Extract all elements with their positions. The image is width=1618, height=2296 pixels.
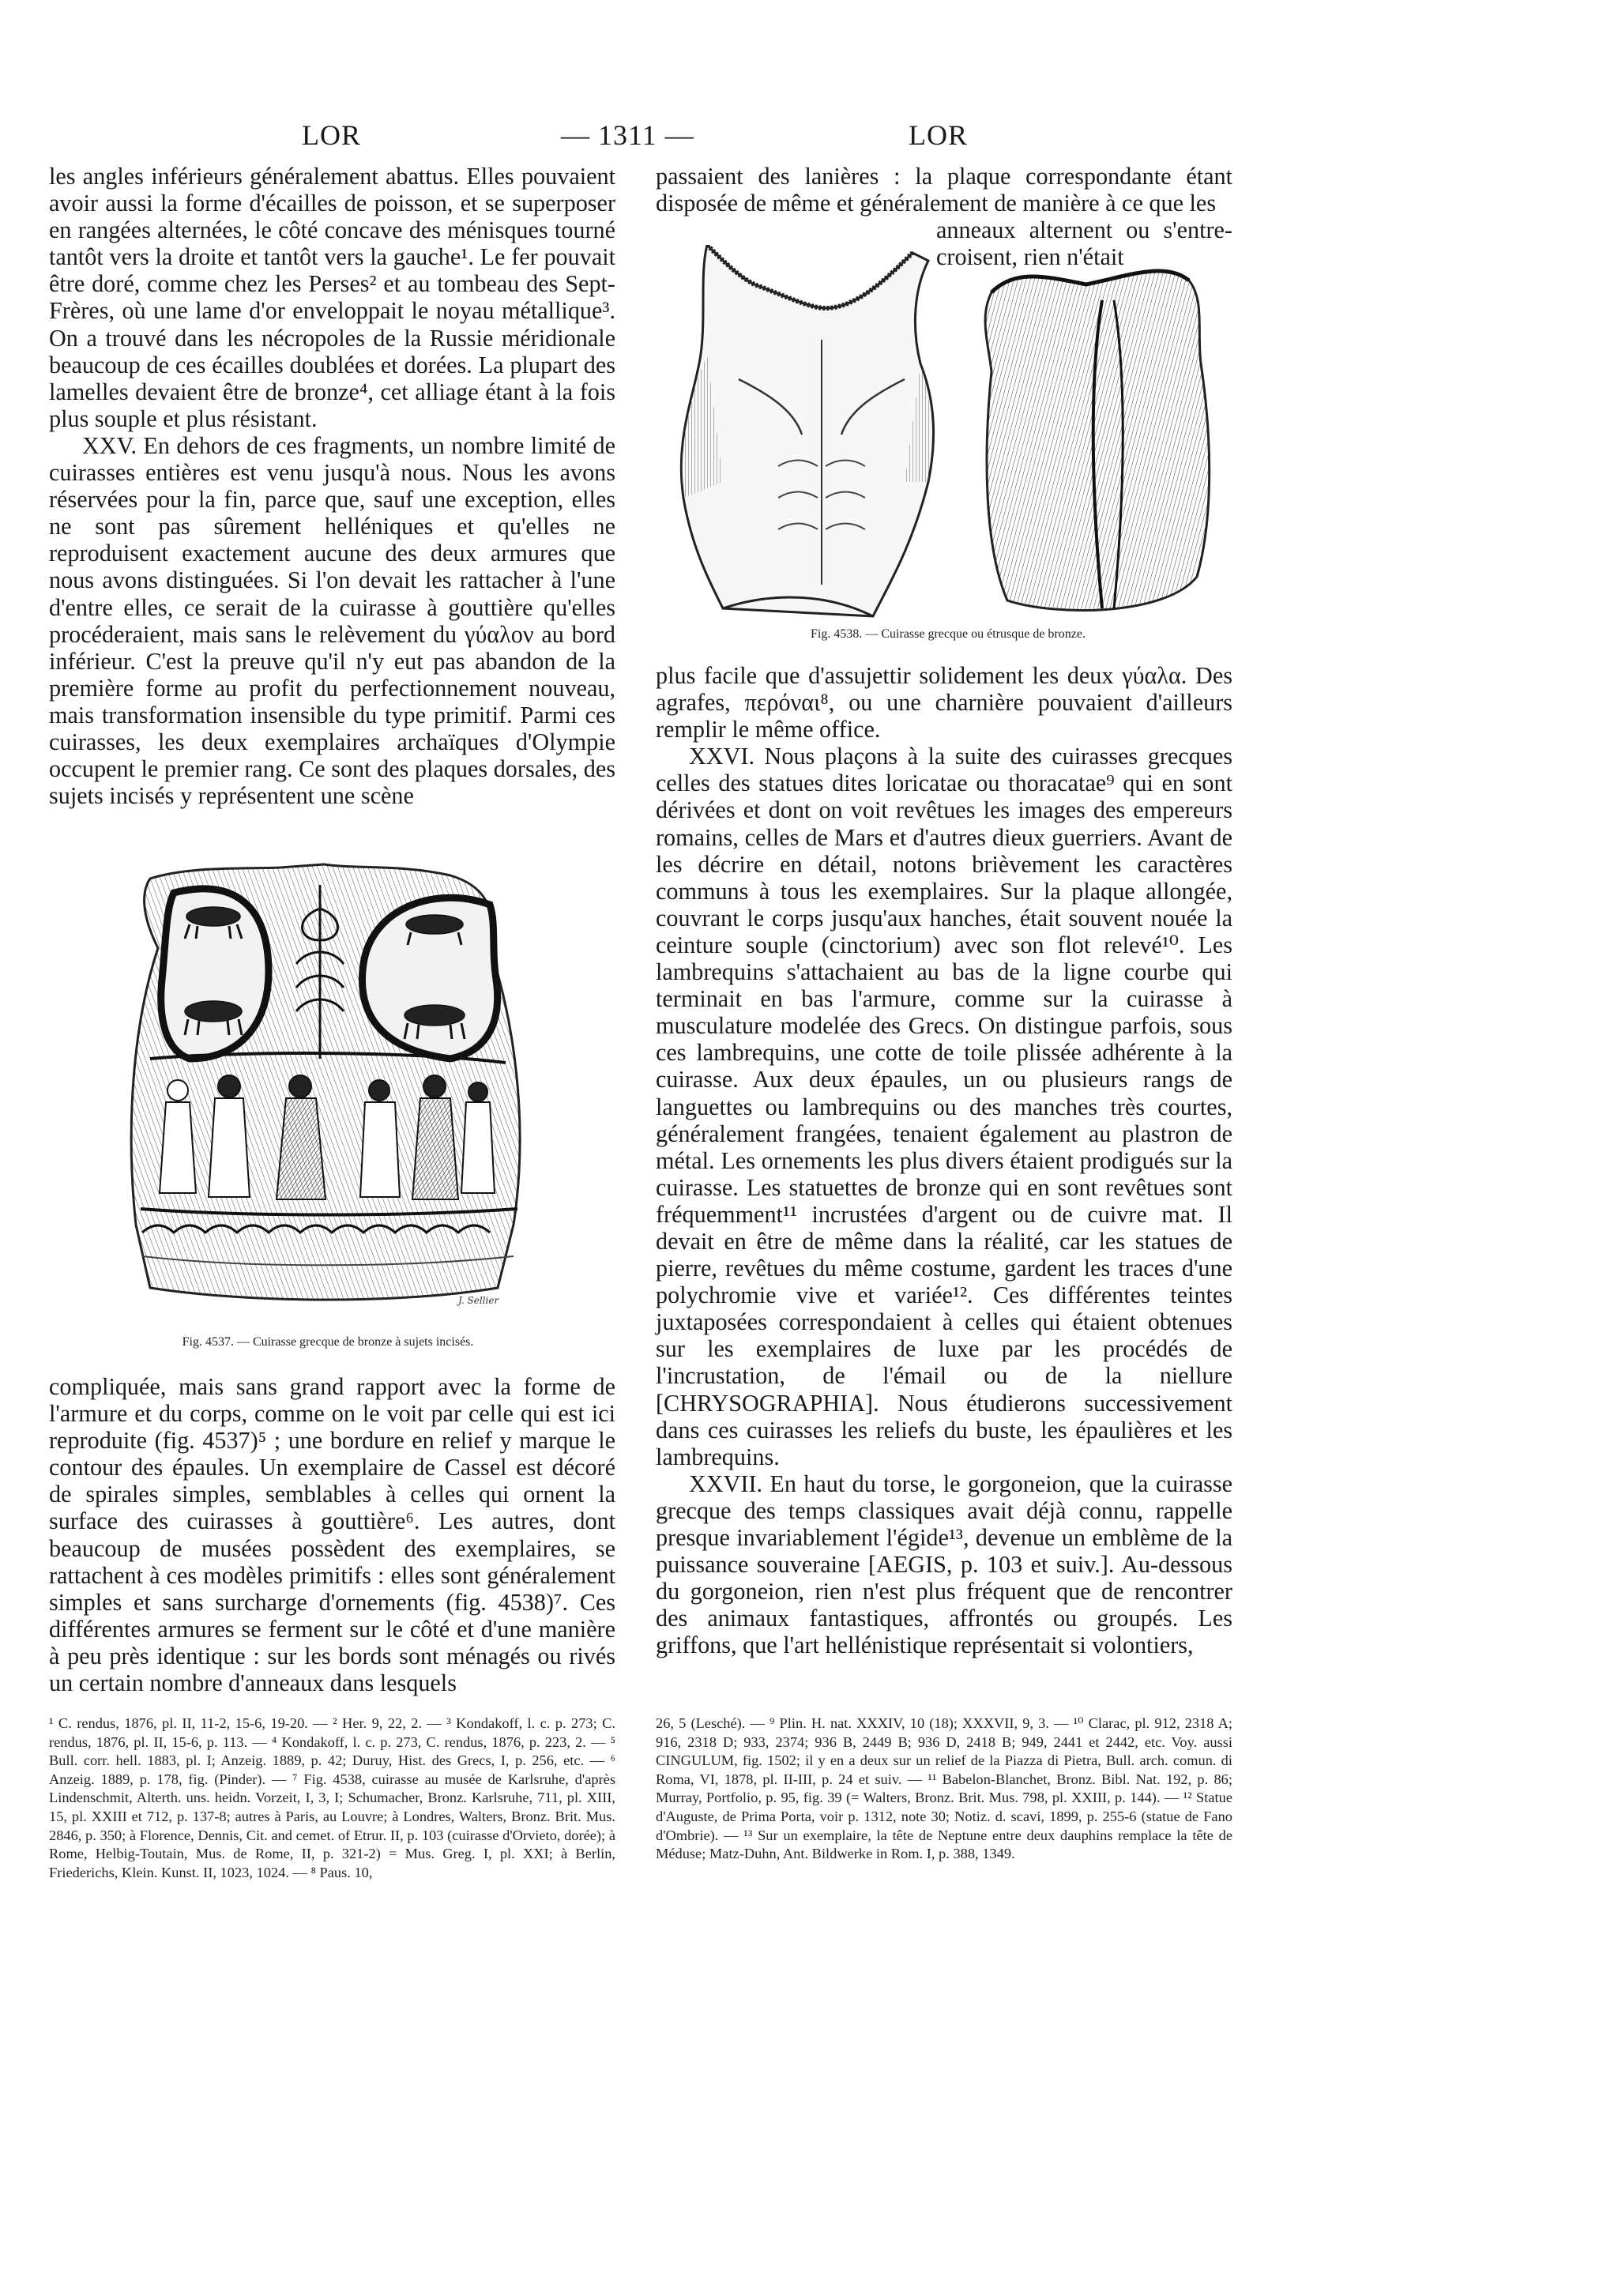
left-column-top xyxy=(49,163,615,809)
right-paragraph-1a: passaient des lanières : la plaque correspondante étant disposée de même et généralement de manière à ce que les xyxy=(656,163,1232,217)
footnotes-left xyxy=(49,1714,615,1882)
cuirass-pair-drawing xyxy=(675,245,1221,624)
left-paragraph-1: les angles inférieurs généralement abattus. Elles pouvaient avoir aussi la forme d'écailles de poisson, et se superposer en rangées alternées, le côté concave des ménisques tourné tantôt vers la droite et tantôt vers la gauche¹. Le fer pouvait être doré, comme chez les Perses² et au tombeau des Sept-Frères, où une lame d'or enveloppait le noyau métallique³. On a trouvé dans les nécropoles de la Russie méridionale beaucoup de ces écailles doublées et dorées. La plupart des lamelles devaient être de bronze⁴, cet alliage étant à la fois plus souple et plus résistant. xyxy=(49,163,615,432)
figure-4537-caption: Fig. 4537. — Cuirasse grecque de bronze à sujets incisés. xyxy=(182,1335,474,1349)
cuirass-incised-drawing xyxy=(119,861,537,1308)
left-paragraph-2: XXV. En dehors de ces fragments, un nombre limité de cuirasses entières est venu jusqu'à nous. Nous les avons réservées pour la fin, parce que, sauf une exception, elles ne sont pas sûrement helléniques et qu'elles ne reproduisent exactement aucune des deux armures que nous avons distinguées. Si l'on devait les rattacher à l'une d'entre elles, ce serait de la cuirasse à gouttière qu'elles procéderaient, mais sans le relèvement du γύαλον au bord inférieur. C'est la preuve qu'il n'y eut pas abandon de la première forme au profit du perfectionnement nouveau, mais transformation insensible du type primitif. Parmi ces cuirasses, les deux exemplaires archaïques d'Olympie occupent le premier rang. Ce sont des plaques dorsales, des sujets incisés y représentent une scène xyxy=(49,431,615,810)
right-column-body xyxy=(656,662,1232,1658)
left-column-bottom xyxy=(49,1373,615,1696)
figure-4537-illustration xyxy=(119,861,537,1308)
left-paragraph-3: compliquée, mais sans grand rapport avec la forme de l'armure et du corps, comme on le voit par celle qui est ici reproduite (fig. 4537)⁵ ; une bordure en relief y marque le contour des épaules. Un exemplaire de Cassel est décoré de spirales simples, semblables à celles qui ornent la surface des cuirasses à gouttière⁶. Les autres, dont beaucoup de musées possèdent des exemplaires, se rattachent à ces modèles primitifs : elles sont généralement simples et sans surcharge d'ornements (fig. 4538)⁷. Ces différentes armures se ferment sur le côté et d'une manière à peu près identique : sur les bords sont ménagés ou rivés un certain nombre d'anneaux dans lesquels xyxy=(49,1373,615,1697)
page-number: — 1311 — xyxy=(561,119,694,151)
right-paragraph-4: XXVII. En haut du torse, le gorgoneion, que la cuirasse grecque des temps classiques avait déjà connu, rappelle presque invariablement l'égide¹³, devenue un emblème de la puissance souveraine [AEGIS, p. 103 et suiv.]. Au-dessous du gorgoneion, rien n'est plus fréquent que de rencontrer des animaux fantastiques, affrontés ou groupés. Les griffons, que l'art hellénistique représentait si volontiers, xyxy=(656,1470,1232,1659)
running-head-left: LOR xyxy=(302,119,361,151)
right-column-intro xyxy=(656,163,1232,216)
running-head-right: LOR xyxy=(909,119,968,151)
cuirass-back-plate xyxy=(985,271,1210,611)
figure-4538-illustration xyxy=(675,245,1221,624)
right-paragraph-3: XXVI. Nous plaçons à la suite des cuirasses grecques celles des statues dites loricatae ou thoracatae⁹ qui en sont dérivées et dont on voit revêtues les images des empereurs romains, celles de Mars et d'autres dieux guerriers. Avant de les décrire en détail, notons brièvement les caractères communs à tous les exemplaires. Sur la plaque allongée, couvrant le corps jusqu'aux hanches, était souvent nouée la ceinture souple (cinctorium) avec son flot relevé¹⁰. Les lambrequins s'attachaient au bas de la ligne courbe qui terminait en bas l'armure, comme sur la cuirasse à musculature modelée des Grecs. On distingue parfois, sous ces lambrequins, une cotte de toile plissée adhérente à la cuirasse. Aux deux épaules, un ou plusieurs rangs de languettes ou lambrequins ou des manches très courtes, généralement frangées, tenaient également au plastron de métal. Les ornements les plus divers étaient prodigués sur la cuirasse. Les statuettes de bronze qui en sont revêtues sont fréquemment¹¹ incrustées d'argent ou de cuivre mat. Il devait en être de même dans la réalité, car les statues de pierre, revêtues du même costume, gardent les traces d'une polychromie vive et variée¹². Ces différentes teintes juxtaposées correspondaient à celles qui étaient obtenues sur les exemplaires de luxe par les procédés de l'incrustation, de l'émail ou de la niellure [CHRYSOGRAPHIA]. Nous étudierons successivement dans ces cuirasses les reliefs du buste, les épaulières et les lambrequins. xyxy=(656,743,1232,1470)
footnotes-left-text: ¹ C. rendus, 1876, pl. II, 11-2, 15-6, 19-20. — ² Her. 9, 22, 2. — ³ Kondakoff, l. c. p. 273; C. rendus, 1876, pl. II, 15-6, p. 113. — ⁴ Kondakoff, l. c. p. 273, C. rendus, 1876, p. 223, 2. — ⁵ Bull. corr. hell. 1883, pl. I; Anzeig. 1889, p. 42; Duruy, Hist. des Grecs, I, p. 256, etc. — ⁶ Anzeig. 1889, p. 178, fig. (Pinder). — ⁷ Fig. 4538, cuirasse au musée de Karlsruhe, d'après Lindenschmit, Alterth. uns. heidn. Vorzeit, I, 3, I; Schumacher, Bronz. Karlsruhe, 711, pl. XIII, 15, pl. XXIII et 712, p. 137-8; autres à Paris, au Louvre; à Londres, Walters, Bronz. Brit. Mus. 2846, p. 350; à Florence, Dennis, Cit. and cemet. of Etrur. II, p. 103 (cuirasse d'Orvieto, dorée); à Rome, Helbig-Toutain, Mus. de Rome, II, p. 321-2) = Mus. Greg. I, pl. XXI; à Berlin, Friederichs, Klein. Kunst. II, 1023, 1024. — ⁸ Paus. 10, xyxy=(49,1715,615,1880)
footnotes-right xyxy=(656,1714,1232,1864)
figure-4538-caption: Fig. 4538. — Cuirasse grecque ou étrusque de bronze. xyxy=(811,627,1086,641)
cuirass-front-plate xyxy=(681,245,933,616)
right-paragraph-2: plus facile que d'assujettir solidement les deux γύαλα. Des agrafes, περόναι⁸, ou une charnière pouvaient d'ailleurs remplir le même office. xyxy=(656,662,1232,743)
footnotes-right-text: 26, 5 (Lesché). — ⁹ Plin. H. nat. XXXIV, 10 (18); XXXVII, 9, 3. — ¹⁰ Clarac, pl. 912, 2318 A; 916, 2318 D; 933, 2374; 936 B, 2449 B; 936 D, 2418 B; 949, 2441 et 2442, etc. Voy. aussi CINGULUM, fig. 1502; il y en a deux sur un relief de la Piazza di Pietra, Bull. arch. comun. di Roma, VI, 1878, pl. II-III, p. 24 et suiv. — ¹¹ Babelon-Blanchet, Bronz. Bibl. Nat. 192, p. 86; Murray, Portfolio, p. 95, fig. 39 (= Walters, Bronz. Brit. Mus. 798, pl. XXIII, p. 144). — ¹² Statue d'Auguste, de Prima Porta, voir p. 1312, note 30; Notiz. d. scavi, 1899, p. 255-6 (statue de Fano d'Ombrie). — ¹³ Sur un exemplaire, la tête de Neptune entre deux dauphins remplace la tête de Méduse; Matz-Duhn, Ant. Bildwerke in Rom. I, p. 388, 1349. xyxy=(656,1715,1232,1862)
right-paragraph-1b: anneaux alternent ou s'entre-croisent, rien n'était xyxy=(936,216,1232,271)
engraver-signature: J. Sellier xyxy=(458,1295,499,1306)
